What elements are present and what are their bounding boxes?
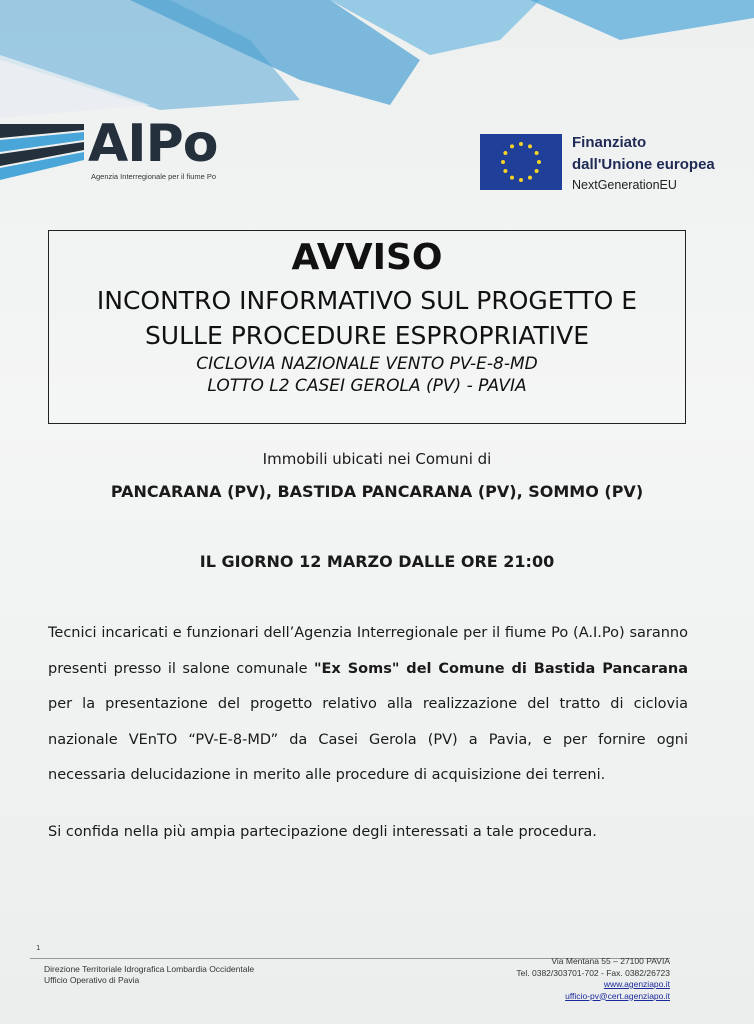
footer-contacts <box>480 956 670 1002</box>
eu-text-line3: NextGenerationEU <box>572 178 677 192</box>
project-line1: CICLOVIA NAZIONALE VENTO PV-E-8-MD <box>196 354 538 374</box>
footer-email-link[interactable]: ufficio-pv@cert.agenziapo.it <box>565 990 670 1001</box>
paragraph-text-part1: Tecnici incaricati e funzionari dell’Agenzia Interregionale per il fiume Po (A.I.Po) saranno presenti presso il salone comunale <box>48 625 688 677</box>
paragraph-venue: "Ex Soms" del Comune di Bastida Pancarana <box>313 660 688 677</box>
footer-directorate: Direzione Territoriale Idrografica Lombardia Occidentale <box>44 964 255 974</box>
project-line2: LOTTO L2 CASEI GEROLA (PV) - PAVIA <box>207 376 527 396</box>
page-number: 1 <box>36 944 41 952</box>
eu-text-line1: Finanziato <box>572 134 647 151</box>
notice-title: AVVISO <box>291 237 443 278</box>
aipo-logo <box>0 114 260 190</box>
footer-office-name: Ufficio Operativo di Pavia <box>44 975 140 985</box>
footer-website-link[interactable]: www.agenziapo.it <box>603 979 670 989</box>
aipo-name: AIPo <box>88 114 218 174</box>
paragraph-text-part2: per la presentazione del progetto relativo alla realizzazione del tratto di ciclovia nazionale VEnTO “PV-E-8-MD” da Casei Gerola (PV) a Pavia, e per fornire ogni necessaria delucidazione in merito alle procedure di acquisizione dei terreni. <box>48 696 688 783</box>
immobili-text: Immobili ubicati nei Comuni di <box>262 450 492 468</box>
main-paragraph <box>48 616 688 794</box>
aipo-wave-icon <box>0 120 84 180</box>
eu-flag-icon <box>480 134 562 190</box>
notice-box <box>48 230 686 424</box>
eu-text-line2: dall'Unione europea <box>572 156 715 173</box>
notice-subtitle-line1: INCONTRO INFORMATIVO SUL PROGETTO E <box>96 286 638 315</box>
footer-address: Via Mentana 55 – 27100 PAVIA <box>551 956 670 966</box>
footer-phone: Tel. 0382/303701-702 - Fax. 0382/26723 <box>516 967 670 978</box>
decorative-banner <box>0 0 754 120</box>
eu-funding-logo <box>480 132 754 196</box>
notice-subtitle-line2: SULLE PROCEDURE ESPROPRIATIVE <box>144 321 590 350</box>
footer-office <box>44 964 254 986</box>
closing-sentence: Si confida nella più ampia partecipazione degli interessati a tale procedura. <box>48 824 597 840</box>
meeting-date: IL GIORNO 12 MARZO DALLE ORE 21:00 <box>199 552 555 571</box>
aipo-subtitle: Agenzia Interregionale per il fiume Po <box>91 172 217 181</box>
comuni-list: PANCARANA (PV), BASTIDA PANCARANA (PV), SOMMO (PV) <box>110 482 644 501</box>
